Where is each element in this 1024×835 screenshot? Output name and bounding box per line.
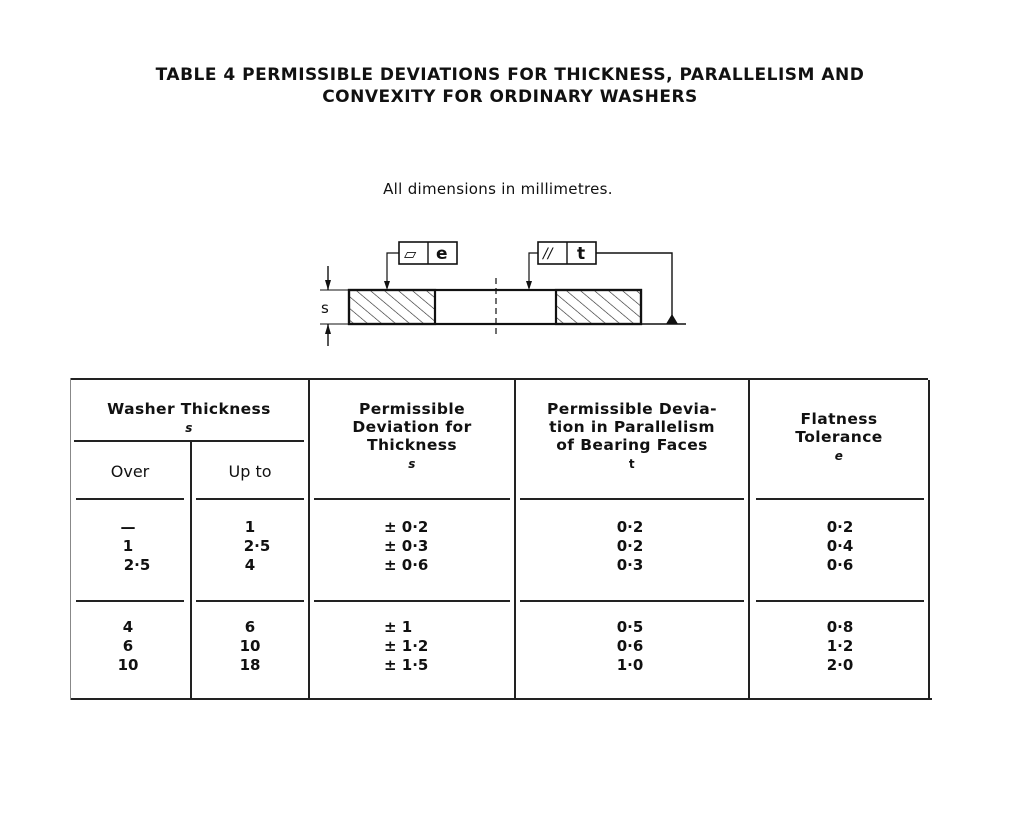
flatness-symbol: ▱ [404,244,417,263]
header-parallelism-deviation-symbol: t [628,457,636,471]
table-cell: 2·0 [826,656,854,674]
header-washer-thickness-symbol: s [185,421,193,435]
thickness-arrow-top [325,280,331,290]
units-note: All dimensions in millimetres. [383,180,613,198]
table-bottom-border [70,698,932,700]
header-parallelism-deviation [516,400,748,472]
table-cell: ± 0·6 [384,556,429,574]
table-cell: 6 [244,618,256,636]
header-thickness-deviation-line-2: Deviation for [352,418,472,436]
header-rule-seg-1 [76,498,184,500]
group-rule-seg-4 [520,600,744,602]
table-cell: 1·0 [616,656,644,674]
table-cell: ± 0·2 [384,518,429,536]
group-2-thickness-dev-column [384,618,484,675]
thickness-label: s [321,299,329,317]
header-over: Over [110,462,150,481]
table-cell: ± 1·2 [384,637,429,655]
group-rule-seg-1 [76,600,184,602]
table-left-border [70,378,71,700]
table-cell: 1 [244,518,256,536]
group-2-over-column [88,618,168,675]
table-cell: ± 1 [384,618,413,636]
table-cell: 10 [239,637,261,655]
group-1-over-column [88,518,168,575]
header-thickness-deviation-symbol: s [408,457,416,471]
header-thickness-deviation-line-3: Thickness [366,436,457,454]
group-1-parallelism-column [590,518,670,575]
header-sub-rule [74,440,304,442]
group-2-flatness-column [800,618,880,675]
washer-deviation-table [70,378,932,702]
header-parallelism-deviation-line-3: of Bearing Faces [556,436,708,454]
table-cell: 18 [239,656,261,674]
table-title [60,64,960,108]
thickness-arrow-bottom [325,324,331,334]
header-thickness-deviation-line-1: Permissible [358,400,466,418]
table-cell: 6 [122,637,134,655]
table-cell: 2·5 [243,537,271,555]
group-1-upto-column [210,518,290,575]
header-parallelism-deviation-line-1: Permissible Devia- [547,400,717,418]
washer-section-left [349,290,435,324]
header-flatness-tolerance-line-1: Flatness [800,410,878,428]
group-rule-seg-2 [196,600,304,602]
table-cell: 4 [244,556,256,574]
header-flatness-tolerance-line-2: Tolerance [795,428,883,446]
table-right-border [928,380,930,700]
table-cell: — [120,518,136,536]
table-cell: 1·2 [826,637,854,655]
datum-triangle [666,314,678,324]
header-washer-thickness [74,400,304,436]
header-up-to: Up to [228,462,272,481]
table-cell: 2·5 [123,556,151,574]
parallelism-symbol: // [543,246,553,262]
group-2-upto-column [210,618,290,675]
table-title-line-1: TABLE 4 PERMISSIBLE DEVIATIONS FOR THICKNESS, PARALLELISM AND [155,65,865,85]
header-washer-thickness-label: Washer Thickness [107,400,271,418]
table-cell: 0·6 [616,637,644,655]
header-rule-seg-5 [756,498,924,500]
header-rule-seg-4 [520,498,744,500]
header-flatness-tolerance-symbol: e [834,449,844,463]
header-thickness-deviation [310,400,514,472]
washer-section-right [556,290,641,324]
washer-tolerance-diagram [300,232,700,352]
table-cell: ± 0·3 [384,537,429,555]
flatness-leader-arrow [384,281,390,290]
header-flatness-tolerance [750,410,928,464]
table-title-line-2: CONVEXITY FOR ORDINARY WASHERS [322,87,698,107]
parallelism-leader-arrow [526,281,532,290]
group-2-parallelism-column [590,618,670,675]
table-cell: 0·3 [616,556,644,574]
table-cell: 0·2 [616,537,644,555]
header-parallelism-deviation-line-2: tion in Parallelism [549,418,715,436]
table-cell: 10 [117,656,139,674]
group-1-thickness-dev-column [384,518,484,575]
header-rule-seg-2 [196,498,304,500]
table-cell: 4 [122,618,134,636]
table-cell: 0·2 [616,518,644,536]
table-cell: 0·8 [826,618,854,636]
parallelism-label: t [577,244,586,264]
table-cell: 0·2 [826,518,854,536]
table-cell: 0·4 [826,537,854,555]
table-top-border [70,378,928,380]
table-cell: ± 1·5 [384,656,429,674]
table-cell: 0·5 [616,618,644,636]
table-cell: 1 [122,537,134,555]
header-rule-seg-3 [314,498,510,500]
group-1-flatness-column [800,518,880,575]
group-rule-seg-5 [756,600,924,602]
group-rule-seg-3 [314,600,510,602]
table-cell: 0·6 [826,556,854,574]
flatness-label: e [436,244,448,264]
